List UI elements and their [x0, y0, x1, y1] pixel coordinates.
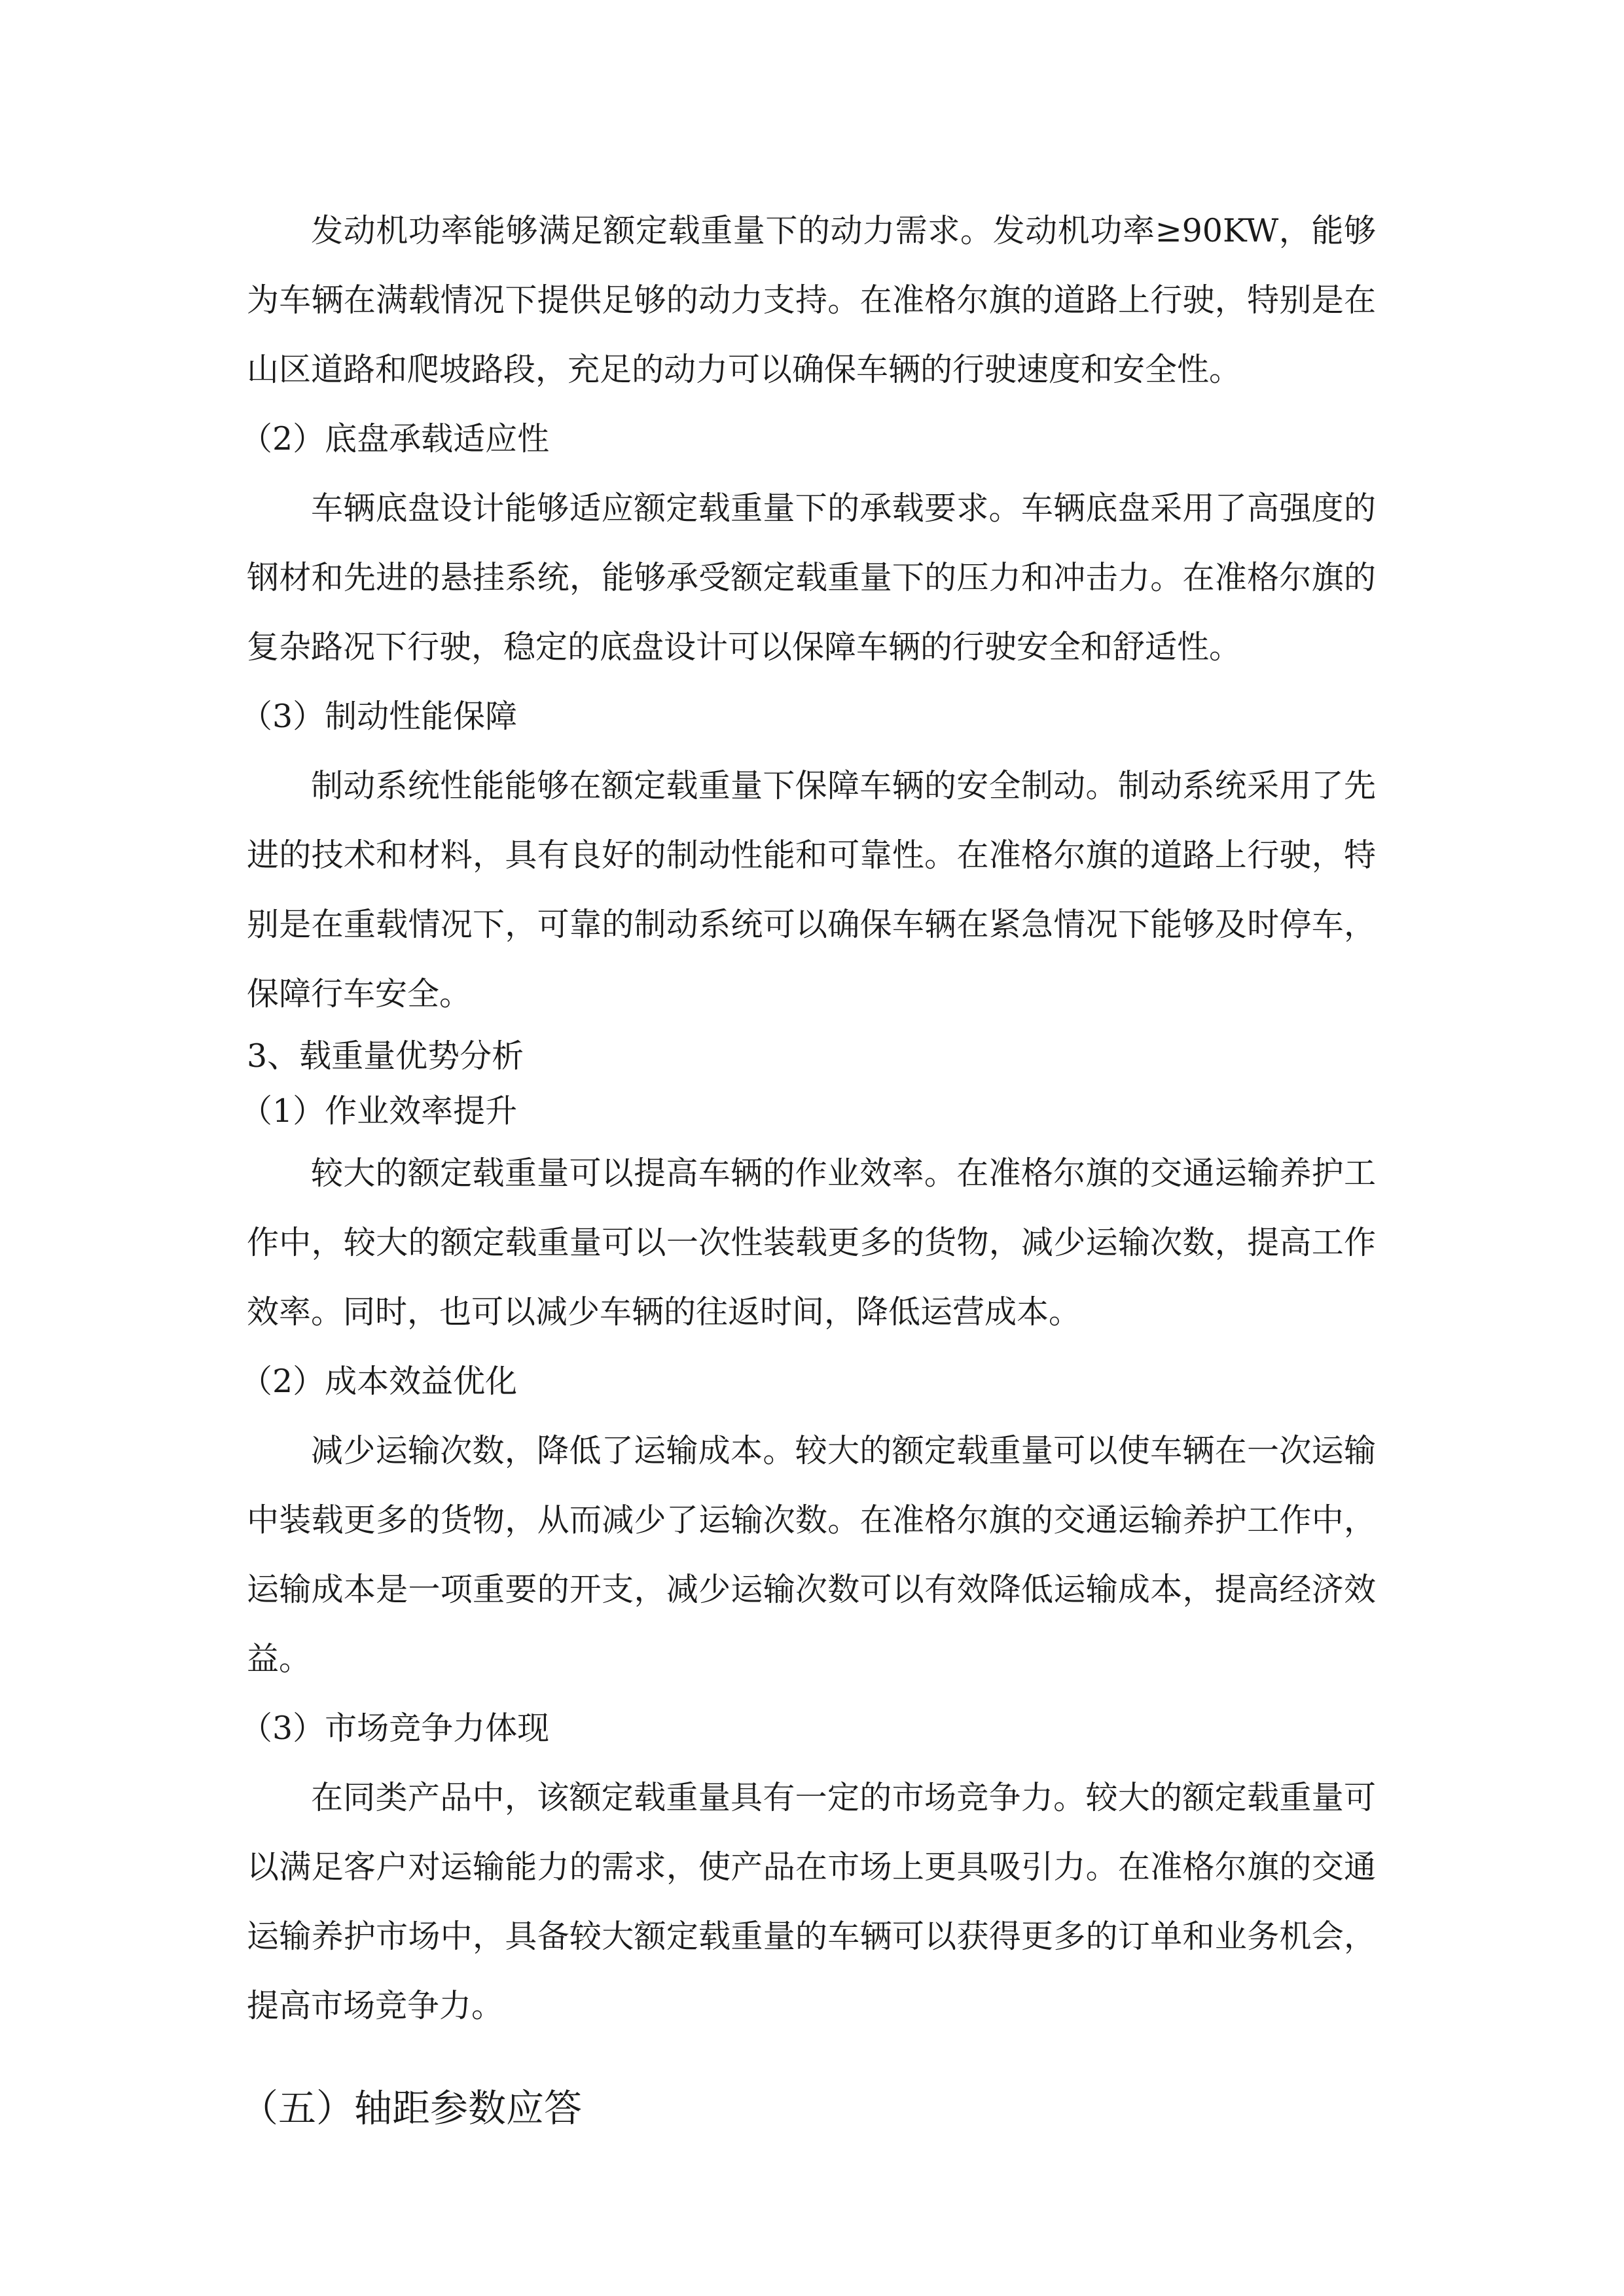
- paragraph-efficiency: 较大的额定载重量可以提高车辆的作业效率。在准格尔旗的交通运输养护工作中，较大的额定载重量可以一次性装载更多的货物，减少运输次数，提高工作效率。同时，也可以减少车辆的往返时间，降低运营成本。: [247, 1155, 1376, 1331]
- paragraph-cost-benefit: 减少运输次数，降低了运输成本。较大的额定载重量可以使车辆在一次运输中装载更多的货物，从而减少了运输次数。在准格尔旗的交通运输养护工作中，运输成本是一项重要的开支，减少运输次数可以有效降低运输成本，提高经济效益。: [247, 1432, 1376, 1677]
- paragraph-chassis-load: 车辆底盘设计能够适应额定载重量下的承载要求。车辆底盘采用了高强度的钢材和先进的悬挂系统，能够承受额定载重量下的压力和冲击力。在准格尔旗的复杂路况下行驶，稳定的底盘设计可以保障车辆的行驶安全和舒适性。: [247, 490, 1376, 666]
- paragraph-braking: 制动系统性能能够在额定载重量下保障车辆的安全制动。制动系统采用了先进的技术和材料，具有良好的制动性能和可靠性。在准格尔旗的道路上行驶，特别是在重载情况下，可靠的制动系统可以确保车辆在紧急情况下能够及时停车，保障行车安全。: [247, 767, 1376, 1013]
- paragraph-engine-power: 发动机功率能够满足额定载重量下的动力需求。发动机功率≥90KW，能够为车辆在满载情况下提供足够的动力支持。在准格尔旗的道路上行驶，特别是在山区道路和爬坡路段，充足的动力可以确保车辆的行驶速度和安全性。: [247, 212, 1376, 388]
- paragraph-market-competitiveness: 在同类产品中，该额定载重量具有一定的市场竞争力。较大的额定载重量可以满足客户对运输能力的需求，使产品在市场上更具吸引力。在准格尔旗的交通运输养护市场中，具备较大额定载重量的车辆可以获得更多的订单和业务机会，提高市场竞争力。: [247, 1779, 1376, 2024]
- subheading-braking: （3）制动性能保障: [240, 698, 518, 735]
- subheading-market-competitiveness: （3）市场竞争力体现: [240, 1710, 550, 1747]
- major-heading-wheelbase: （五）轴距参数应答: [240, 2086, 583, 2130]
- section-heading-load-advantage: 3、载重量优势分析: [247, 1037, 524, 1075]
- subheading-cost-benefit: （2）成本效益优化: [240, 1363, 518, 1400]
- subheading-chassis-load: （2）底盘承载适应性: [240, 420, 550, 457]
- document-page: [240, 196, 1376, 2151]
- subheading-efficiency: （1）作业效率提升: [240, 1092, 518, 1130]
